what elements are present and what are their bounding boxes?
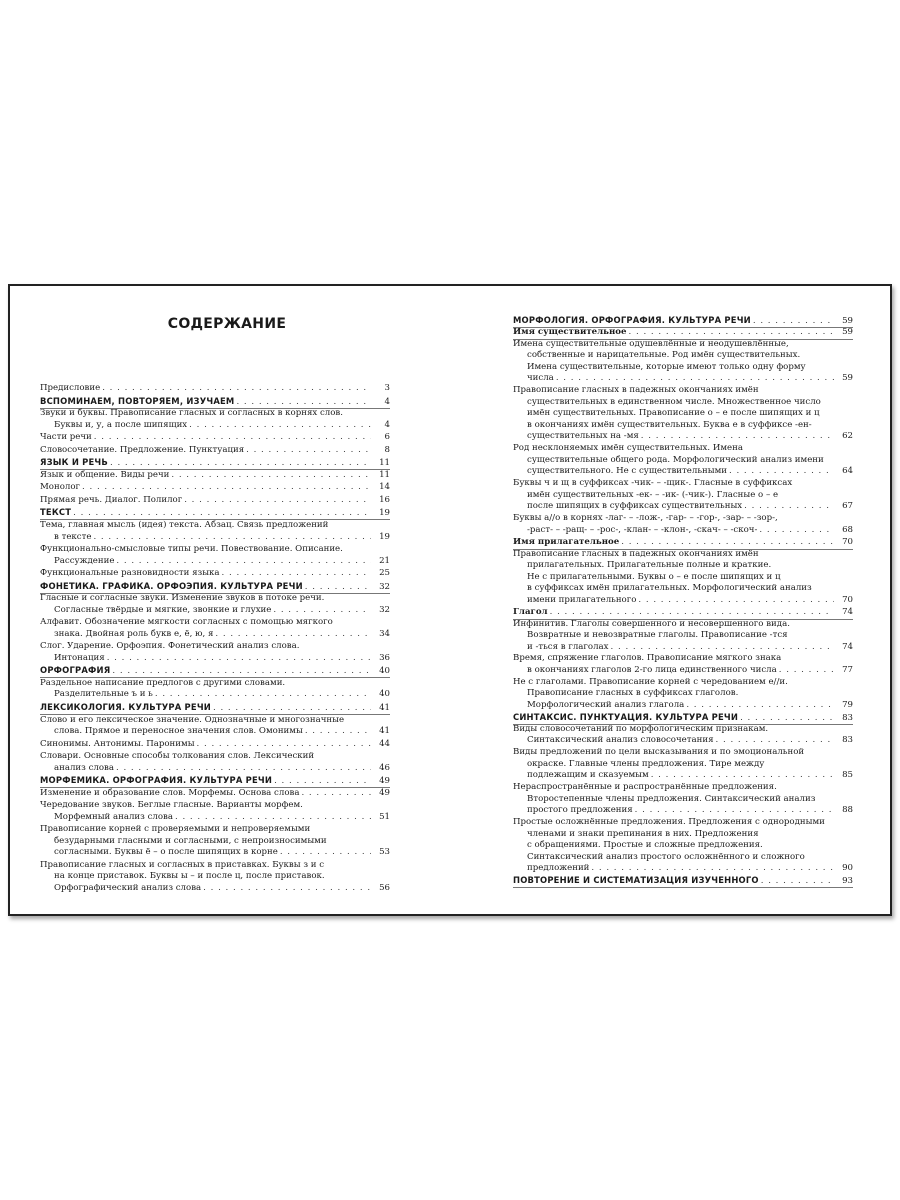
- dot-leader: [213, 703, 371, 715]
- toc-page-number: 56: [379, 882, 390, 893]
- dot-leader: [116, 763, 371, 775]
- toc-entry: [513, 619, 853, 654]
- toc-entry-text: ТЕКСТ: [40, 507, 72, 518]
- toc-entry-text: Синтаксический анализ словосочетания: [527, 735, 714, 746]
- toc-entry: [40, 593, 390, 616]
- toc-entry-text: Части речи: [40, 432, 92, 443]
- dot-leader: [222, 568, 371, 580]
- dot-leader: [175, 812, 371, 824]
- toc-entry: [513, 478, 853, 513]
- toc-entry: [40, 482, 390, 494]
- toc-page-number: 68: [842, 524, 853, 535]
- toc-entry-text: простого предложения: [527, 805, 633, 816]
- toc-entry-text: имён существительных -ек- – -ик- (-чик-). Гласные о – е: [527, 489, 779, 500]
- book-spread: [8, 284, 892, 916]
- toc-entry-text: существительных в единственном числе. Множественное число: [527, 396, 821, 407]
- dot-leader: [591, 863, 834, 875]
- toc-section-heading: [513, 315, 853, 328]
- toc-entry-text: Чередование звуков. Беглые гласные. Варианты морфем.: [40, 800, 303, 811]
- toc-entry: [513, 677, 853, 712]
- toc-entry-text: Возвратные и невозвратные глаголы. Правописание -тся: [527, 630, 788, 640]
- dot-leader: [73, 508, 371, 520]
- toc-entry: [513, 443, 853, 478]
- toc-page-number: 21: [379, 555, 390, 566]
- toc-entry: [513, 724, 853, 747]
- dot-leader: [753, 316, 834, 328]
- toc-entry-text: анализ слова: [54, 762, 114, 773]
- toc-entry: [40, 408, 390, 431]
- toc-section-heading: [513, 875, 853, 888]
- toc-page-number: 83: [842, 712, 853, 723]
- toc-entry-text: с обращениями. Простые и сложные предложения.: [527, 840, 763, 851]
- toc-entry-text: Второстепенные члены предложения. Синтаксический анализ: [527, 793, 816, 804]
- toc-entry-text: в суффиксах имён прилагательных. Морфологический анализ: [527, 583, 812, 594]
- toc-entry-text: ЯЗЫК И РЕЧЬ: [40, 457, 108, 468]
- dot-leader: [93, 532, 371, 544]
- toc-entry-text: существительные общего рода. Морфологический анализ имени: [527, 454, 824, 465]
- toc-page-number: 41: [379, 702, 390, 713]
- toc-entry: [513, 817, 853, 875]
- toc-page-number: 4: [384, 396, 390, 407]
- toc-entry: [40, 544, 390, 567]
- toc-page-number: 11: [379, 458, 390, 469]
- dot-leader: [155, 689, 371, 701]
- toc-page-number: 19: [379, 508, 390, 519]
- toc-entry-text: существительного. Не с существительными: [527, 466, 727, 477]
- toc-entry-text: Тема, главная мысль (идея) текста. Абзац. Связь предложений: [40, 520, 329, 530]
- dot-leader: [280, 847, 371, 859]
- dot-leader: [611, 642, 834, 654]
- dot-leader: [651, 770, 834, 782]
- dot-leader: [197, 739, 371, 751]
- toc-entry: [40, 641, 390, 664]
- toc-page-number: 85: [842, 770, 853, 781]
- toc-entry: [40, 715, 390, 738]
- toc-entry-text: Алфавит. Обозначение мягкости согласных с помощью мягкого: [40, 617, 333, 628]
- toc-entry-text: Интонация: [54, 652, 105, 663]
- toc-entry-text: Буквы и, у, а после шипящих: [54, 419, 188, 430]
- toc-page-number: 77: [842, 664, 853, 675]
- dot-leader: [305, 726, 371, 738]
- dot-leader: [641, 431, 834, 443]
- toc-entry-text: Глагол: [513, 606, 548, 617]
- toc-entry-text: на конце приставок. Буквы ы – и после ц, после приставок.: [54, 871, 325, 882]
- toc-entry-text: в окончаниях глаголов 2-го лица единственного числа: [527, 664, 777, 675]
- dot-leader: [112, 666, 371, 678]
- toc-entry-text: прилагательных. Прилагательные полные и краткие.: [527, 560, 772, 571]
- toc-entry-text: ЛЕКСИКОЛОГИЯ. КУЛЬТУРА РЕЧИ: [40, 701, 211, 712]
- toc-entry-text: Морфемный анализ слова: [54, 811, 173, 822]
- toc-entry-text: Время, спряжение глаголов. Правописание мягкого знака: [513, 653, 782, 664]
- toc-page-number: 70: [842, 594, 853, 605]
- dot-leader: [82, 482, 371, 494]
- page-title: СОДЕРЖАНИЕ: [167, 316, 287, 332]
- toc-entry-text: после шипящих в суффиксах существительных: [527, 501, 743, 512]
- toc-page-number: 59: [842, 326, 853, 337]
- toc-page-number: 67: [842, 501, 853, 512]
- toc-page-number: 4: [384, 419, 390, 430]
- dot-leader: [556, 373, 834, 385]
- toc-section-heading: [40, 396, 390, 409]
- toc-entry-text: членами и знаки препинания в них. Предложения: [527, 828, 759, 839]
- toc-entry: [40, 520, 390, 543]
- dot-leader: [744, 501, 834, 513]
- toc-entry-text: в тексте: [54, 531, 92, 542]
- toc-entry: [40, 432, 390, 444]
- toc-entry: [40, 617, 390, 640]
- toc-page-number: 32: [379, 604, 390, 615]
- toc-entry-text: МОРФЕМИКА. ОРФОГРАФИЯ. КУЛЬТУРА РЕЧИ: [40, 775, 273, 786]
- toc-entry-text: ВСПОМИНАЕМ, ПОВТОРЯЕМ, ИЗУЧАЕМ: [40, 395, 235, 406]
- toc-page-number: 53: [379, 847, 390, 858]
- dot-leader: [779, 665, 834, 677]
- toc-subsection-heading: [513, 327, 853, 339]
- toc-entry-text: Буквы ч и щ в суффиксах -чик- – -щик-. Гласные в суффиксах: [513, 478, 793, 489]
- toc-page-number: 11: [379, 469, 390, 480]
- toc-page-number: 74: [842, 606, 853, 617]
- toc-entry-text: Синонимы. Антонимы. Паронимы: [40, 738, 195, 749]
- toc-entry: [40, 470, 390, 482]
- toc-page-number: 16: [379, 494, 390, 505]
- toc-entry-text: Функционально-смысловые типы речи. Повествование. Описание.: [40, 544, 343, 555]
- toc-entry-text: СИНТАКСИС. ПУНКТУАЦИЯ. КУЛЬТУРА РЕЧИ: [513, 711, 739, 722]
- toc-entry-text: Имя прилагательное: [513, 536, 620, 547]
- toc-entry: [513, 339, 853, 385]
- toc-section-heading: [40, 702, 390, 715]
- toc-entry: [40, 824, 390, 859]
- toc-entry: [40, 739, 390, 751]
- toc-page-number: 90: [842, 863, 853, 874]
- toc-entry: [513, 653, 853, 676]
- toc-page-number: 25: [379, 568, 390, 579]
- dot-leader: [273, 605, 371, 617]
- toc-entry-text: Имена существительные одушевлённые и неодушевлённые,: [513, 338, 789, 349]
- toc-entry-text: Разделительные ъ и ь: [54, 689, 153, 700]
- dot-leader: [301, 788, 371, 800]
- dot-leader: [246, 445, 371, 457]
- toc-entry: [40, 788, 390, 800]
- toc-page-number: 40: [379, 689, 390, 700]
- toc-entry-text: Правописание корней с проверяемыми и непроверяемыми: [40, 824, 311, 835]
- toc-entry-text: ПОВТОРЕНИЕ И СИСТЕМАТИЗАЦИЯ ИЗУЧЕННОГО: [513, 875, 759, 886]
- toc-page-number: 64: [842, 466, 853, 477]
- dot-leader: [716, 735, 834, 747]
- toc-entry-text: Виды словосочетаний по морфологическим признакам.: [513, 723, 769, 734]
- dot-leader: [686, 700, 834, 712]
- toc-entry-text: МОРФОЛОГИЯ. ОРФОГРАФИЯ. КУЛЬТУРА РЕЧИ: [513, 315, 751, 325]
- toc-entry-text: Словосочетание. Предложение. Пунктуация: [40, 444, 245, 455]
- dot-leader: [274, 776, 371, 788]
- toc-page-number: 40: [379, 666, 390, 677]
- toc-page-number: 46: [379, 762, 390, 773]
- dot-leader: [638, 595, 834, 607]
- toc-entry: [513, 549, 853, 607]
- dot-leader: [729, 466, 834, 478]
- toc-entry: [513, 747, 853, 782]
- toc-entry-text: Словари. Основные способы толкования слов. Лексический: [40, 751, 315, 762]
- toc-entry-text: Монолог: [40, 482, 81, 493]
- toc-entry-text: Предисловие: [40, 383, 101, 393]
- toc-entry-text: Язык и общение. Виды речи: [40, 469, 170, 480]
- toc-entry: [40, 678, 390, 701]
- toc-entry-text: Не с глаголами. Правописание корней с чередованием е//и.: [513, 676, 788, 687]
- toc-entry-text: Простые осложнённые предложения. Предложения с однородными: [513, 817, 825, 828]
- toc-page-number: 51: [379, 811, 390, 822]
- toc-entry-text: Согласные твёрдые и мягкие, звонкие и глухие: [54, 604, 272, 615]
- dot-leader: [629, 327, 834, 339]
- toc-subsection-heading: [513, 607, 853, 619]
- dot-leader: [621, 537, 834, 549]
- toc-entry-text: Имена существительные, которые имеют только одну форму: [527, 361, 806, 372]
- dot-leader: [184, 495, 371, 507]
- toc-entry: [40, 568, 390, 580]
- toc-entry-text: Виды предложений по цели высказывания и по эмоциональной: [513, 747, 805, 758]
- toc-entry-text: Буквы а//о в корнях -лаг- – -лож-, -гар- – -гор-, -зар- – -зор-,: [513, 513, 778, 524]
- toc-entry-text: окраске. Главные члены предложения. Тире между: [527, 758, 765, 769]
- toc-page-number: 62: [842, 431, 853, 442]
- toc-page-number: 3: [384, 383, 390, 393]
- toc-entry-text: Род несклоняемых имён существительных. Имена: [513, 443, 743, 454]
- toc-entry-text: имени прилагательного: [527, 594, 637, 605]
- toc-page-number: 74: [842, 641, 853, 652]
- section-rule: [513, 887, 853, 888]
- toc-entry-text: Правописание гласных и согласных в приставках. Буквы з и с: [40, 859, 325, 870]
- dot-leader: [236, 397, 371, 409]
- dot-leader: [110, 458, 371, 470]
- dot-leader: [102, 383, 371, 395]
- toc-entry-text: собственные и нарицательные. Род имён существительных.: [527, 350, 801, 361]
- dot-leader: [215, 629, 371, 641]
- toc-entry-text: безударными гласными и согласными, с непроизносимыми: [54, 835, 327, 846]
- toc-entry-text: существительных на -мя: [527, 431, 639, 442]
- dot-leader: [203, 883, 371, 895]
- toc-entry-text: Правописание гласных в падежных окончаниях имён: [513, 385, 759, 396]
- dot-leader: [550, 607, 834, 619]
- toc-page-number: 93: [842, 876, 853, 887]
- toc-page-number: 49: [379, 776, 390, 787]
- toc-page-number: 88: [842, 805, 853, 816]
- toc-page-number: 8: [384, 444, 390, 455]
- toc-page-number: 32: [379, 581, 390, 592]
- dot-leader: [635, 805, 834, 817]
- toc-section-heading: [40, 665, 390, 678]
- toc-section-heading: [513, 712, 853, 725]
- toc-entry-text: Нераспространённые и распространённые предложения.: [513, 782, 777, 793]
- toc-page-number: 70: [842, 536, 853, 547]
- dot-leader: [94, 432, 371, 444]
- toc-entry-text: ФОНЕТИКА. ГРАФИКА. ОРФОЭПИЯ. КУЛЬТУРА РЕЧИ: [40, 580, 303, 591]
- toc-page-number: 41: [379, 726, 390, 736]
- dot-leader: [107, 653, 371, 665]
- toc-page-number: 79: [842, 699, 853, 710]
- toc-entry-text: Функциональные разновидности языка: [40, 568, 220, 579]
- toc-entry-text: Правописание гласных в падежных окончаниях имён: [513, 548, 759, 559]
- toc-page-number: 44: [379, 738, 390, 749]
- toc-subsection-heading: [513, 537, 853, 549]
- toc-entry-text: Морфологический анализ глагола: [527, 699, 685, 710]
- toc-entry: [513, 782, 853, 817]
- toc-entry: [40, 383, 390, 395]
- toc-entry: [40, 751, 390, 774]
- toc-entry: [40, 445, 390, 457]
- toc-page-number: 14: [379, 482, 390, 493]
- toc-entry-text: Изменение и образование слов. Морфемы. Основа слова: [40, 787, 300, 798]
- toc-page-number: 59: [842, 373, 853, 384]
- toc-entry-text: Орфографический анализ слова: [54, 882, 202, 893]
- toc-entry-text: Рассуждение: [54, 555, 115, 566]
- toc-entry-text: Звуки и буквы. Правописание гласных и согласных в корнях слов.: [40, 408, 343, 419]
- dot-leader: [116, 556, 371, 568]
- toc-entry-text: ОРФОГРАФИЯ: [40, 665, 111, 676]
- dot-leader: [189, 420, 371, 432]
- toc-entry-text: Инфинитив. Глаголы совершенного и несовершенного вида.: [513, 618, 790, 629]
- dot-leader: [305, 582, 371, 594]
- toc-page-number: 49: [379, 787, 390, 798]
- toc-entry-text: числа: [527, 373, 554, 384]
- toc-entry: [40, 860, 390, 895]
- toc-entry-text: Прямая речь. Диалог. Полилог: [40, 494, 183, 505]
- toc-entry-text: Синтаксический анализ простого осложнённого и сложного: [527, 851, 805, 862]
- toc-entry-text: согласными. Буквы ё – о после шипящих в корне: [54, 847, 278, 858]
- toc-entry-text: Правописание гласных в суффиксах глаголов.: [527, 688, 739, 699]
- toc-entry: [513, 385, 853, 443]
- toc-entry-text: подлежащим и сказуемым: [527, 770, 649, 781]
- toc-entry-text: -раст- – -ращ- – -рос-, -клан- – -клон-, -скач- – -скоч-: [527, 524, 758, 535]
- toc-page-number: 19: [379, 531, 390, 542]
- toc-page-number: 59: [842, 316, 853, 326]
- toc-entry-text: предложений: [527, 863, 590, 874]
- toc-section-heading: [40, 457, 390, 470]
- toc-section-heading: [40, 507, 390, 520]
- toc-page-number: 36: [379, 652, 390, 663]
- toc-entry-text: слова. Прямое и переносное значения слов. Омонимы: [54, 726, 303, 736]
- toc-page-number: 83: [842, 735, 853, 746]
- toc-entry-text: имён существительных. Правописание о – е после шипящих и ц: [527, 408, 820, 419]
- toc-entry-text: Гласные и согласные звуки. Изменение звуков в потоке речи.: [40, 593, 325, 604]
- dot-leader: [759, 525, 834, 537]
- dot-leader: [740, 713, 834, 725]
- toc-section-heading: [40, 581, 390, 594]
- toc-section-heading: [40, 775, 390, 788]
- toc-entry-text: Слог. Ударение. Орфоэпия. Фонетический анализ слова.: [40, 641, 300, 652]
- toc-entry: [40, 800, 390, 823]
- toc-entry-text: и -ться в глаголах: [527, 641, 609, 652]
- toc-entry-text: Слово и его лексическое значение. Однозначные и многозначные: [40, 714, 345, 725]
- toc-page-number: 34: [379, 628, 390, 639]
- dot-leader: [761, 876, 834, 888]
- toc-entry-text: знака. Двойная роль букв е, ё, ю, я: [54, 628, 214, 639]
- toc-entry: [513, 513, 853, 536]
- toc-entry-text: Не с прилагательными. Буквы о – е после шипящих и ц: [527, 571, 781, 582]
- toc-entry: [40, 495, 390, 507]
- toc-page-number: 6: [384, 432, 390, 443]
- dot-leader: [171, 470, 371, 482]
- toc-entry-text: Раздельное написание предлогов с другими словами.: [40, 677, 286, 688]
- toc-entry-text: Имя существительное: [513, 326, 627, 337]
- toc-entry-text: в окончаниях имён существительных. Буква е в суффиксе -ен-: [527, 419, 812, 430]
